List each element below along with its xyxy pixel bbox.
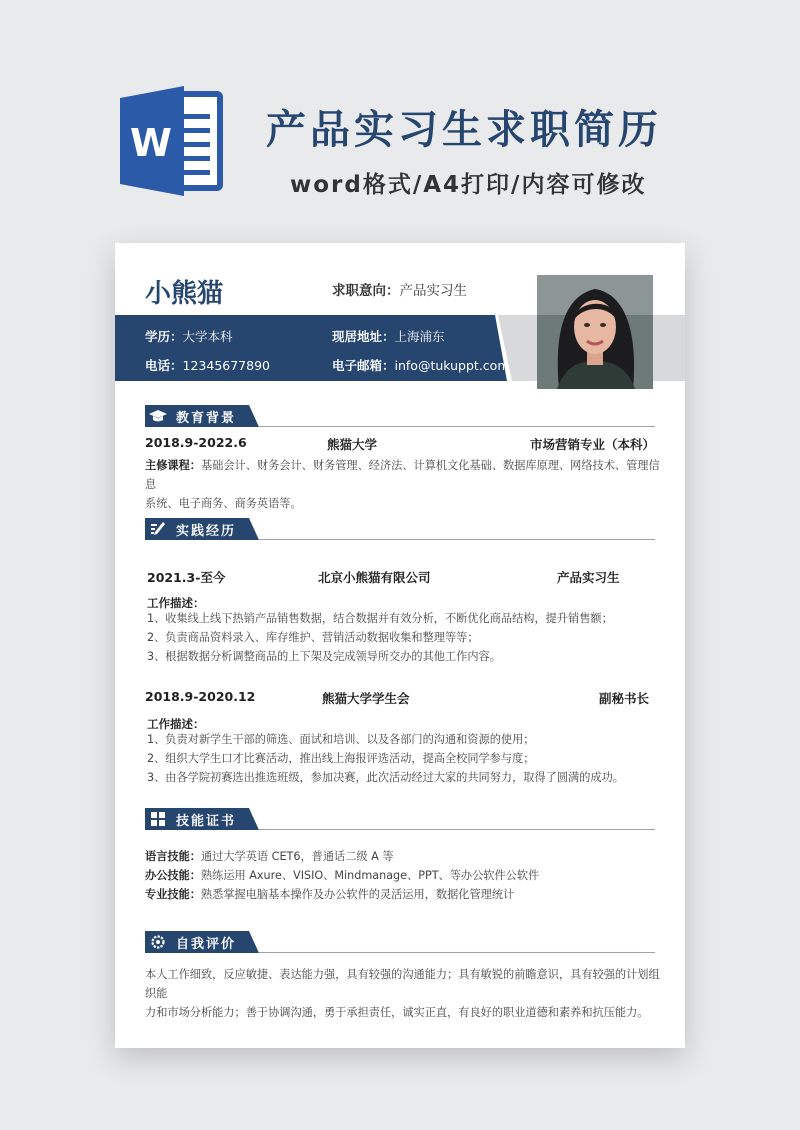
word-logo-letter: W — [130, 121, 172, 165]
section-self-eval-title: 自我评价 — [176, 937, 237, 952]
list-item — [145, 847, 660, 866]
gear-icon — [147, 932, 169, 952]
job-1-role: 产品实习生 — [557, 570, 620, 585]
job-1-desc-label: 工作描述： — [147, 596, 205, 610]
education-courses — [145, 456, 660, 513]
education-major: 市场营销专业（本科） — [529, 437, 655, 452]
education-period: 2018.9-2022.6 — [145, 435, 247, 450]
courses-line-1: 基础会计、财务会计、财务管理、经济法、计算机文化基础、数据库原理、网络技术、管理信息 — [145, 459, 660, 491]
list-item — [145, 866, 660, 885]
section-experience-header — [145, 518, 655, 540]
job-2-period: 2018.9-2020.12 — [145, 689, 256, 704]
job-1-period: 2021.3-至今 — [147, 570, 226, 585]
list-item: 3、由各学院初赛选出推选班级，参加决赛，此次活动经过大家的共同努力，取得了圆满的成功。 — [147, 771, 624, 784]
job-1-org: 北京小熊猫有限公司 — [318, 570, 431, 585]
courses-line-2: 系统、电子商务、商务英语等。 — [145, 497, 302, 510]
education-level-value: 大学本科 — [182, 329, 233, 344]
section-education-title: 教育背景 — [176, 411, 237, 426]
self-eval-text — [145, 965, 665, 1022]
section-skills-header — [145, 808, 655, 830]
education-level — [145, 327, 233, 345]
word-document-icon — [120, 86, 226, 196]
phone-value: 12345677890 — [182, 358, 270, 373]
list-item: 1、负责对新学生干部的筛选、面试和培训、以及各部门的沟通和资源的使用； — [147, 733, 535, 746]
candidate-name: 小熊猫 — [145, 279, 224, 309]
job-intent-label: 求职意向： — [332, 283, 400, 299]
section-divider — [259, 426, 655, 427]
list-item: 2、组织大学生口才比赛活动，推出线上海报评选活动，提高全校同学参与度； — [147, 752, 535, 765]
job-2-org: 熊猫大学学生会 — [322, 691, 410, 706]
job-2-desc — [147, 730, 667, 787]
education-level-label: 学历： — [145, 329, 183, 344]
skill-value: 通过大学英语 CET6，普通话二级 A 等 — [200, 850, 394, 863]
skill-value: 熟悉掌握电脑基本操作及办公软件的灵活运用，数据化管理统计 — [200, 888, 515, 901]
phone-label: 电话： — [145, 358, 183, 373]
section-education-header — [145, 405, 655, 427]
courses-label: 主修课程： — [145, 459, 201, 472]
skills-list — [145, 847, 660, 904]
phone — [145, 356, 270, 374]
profile-photo — [537, 275, 653, 389]
section-skills-title: 技能证书 — [176, 814, 237, 829]
email — [332, 356, 510, 374]
grid-icon — [147, 809, 169, 829]
email-value: info@tukuppt.com — [394, 358, 510, 373]
graduation-cap-icon — [147, 406, 169, 426]
section-self-eval-header — [145, 931, 655, 953]
skill-label: 办公技能： — [145, 869, 201, 882]
section-divider — [259, 829, 655, 830]
self-eval-line-1: 本人工作细致，反应敏捷、表达能力强，具有较强的沟通能力；具有敏锐的前瞻意识，具有较强的计划组织能 — [145, 968, 660, 1000]
self-eval-line-2: 力和市场分析能力；善于协调沟通，勇于承担责任，诚实正直，有良好的职业道德和素养和抗压能力。 — [145, 1006, 649, 1019]
education-school: 熊猫大学 — [327, 437, 378, 452]
skill-label: 语言技能： — [145, 850, 201, 863]
list-item — [145, 885, 660, 904]
job-intent-value: 产品实习生 — [399, 283, 467, 299]
section-divider — [259, 952, 655, 953]
address-label: 现居地址： — [332, 329, 395, 344]
address-value: 上海浦东 — [394, 329, 445, 344]
job-intent — [332, 279, 467, 299]
section-experience-title: 实践经历 — [176, 524, 237, 539]
pen-icon — [147, 519, 169, 539]
job-1-desc — [147, 609, 662, 666]
email-label: 电子邮箱： — [332, 358, 395, 373]
banner-title: 产品实习生求职简历 — [266, 107, 662, 153]
skill-value: 熟练运用 Axure、VISIO、Mindmanage、PPT、等办公软件公软件 — [200, 869, 540, 882]
job-2-role: 副秘书长 — [599, 691, 650, 706]
address — [332, 327, 445, 345]
banner-subtitle: word格式/A4打印/内容可修改 — [290, 172, 647, 198]
list-item: 3、根据数据分析调整商品的上下架及完成领导所交办的其他工作内容。 — [147, 650, 501, 663]
list-item: 2、负责商品资料录入、库存维护、营销活动数据收集和整理等等； — [147, 631, 479, 644]
job-2-desc-label: 工作描述： — [147, 717, 205, 731]
skill-label: 专业技能： — [145, 888, 201, 901]
section-divider — [259, 539, 655, 540]
list-item: 1、收集线上线下热销产品销售数据，结合数据并有效分析，不断优化商品结构，提升销售额； — [147, 612, 613, 625]
resume-page — [115, 243, 685, 1048]
